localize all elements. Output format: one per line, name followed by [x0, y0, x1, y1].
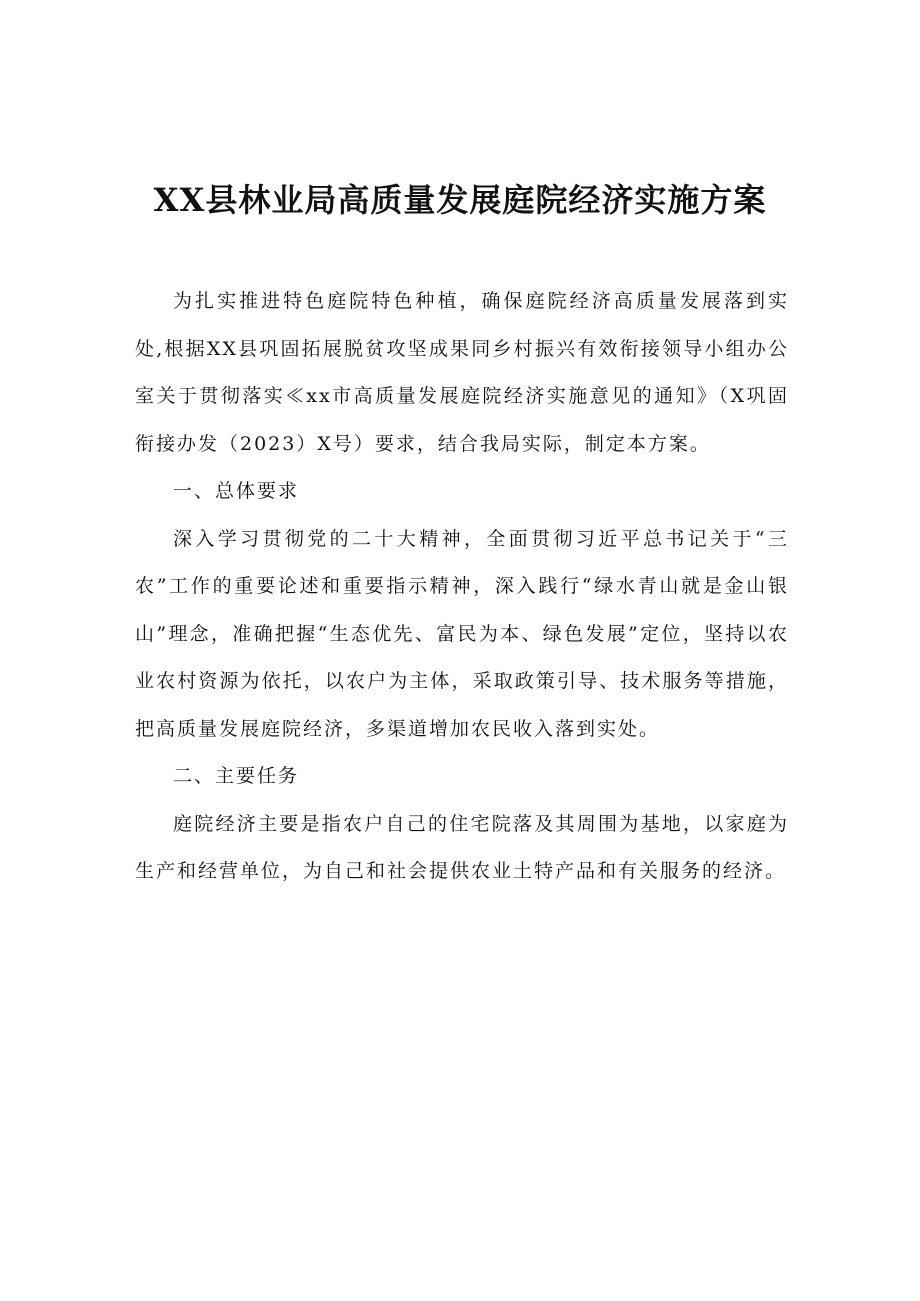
document-body	[135, 278, 789, 896]
intro-paragraph: 为扎实推进特色庭院特色种植，确保庭院经济高质量发展落到实处,根据XX县巩固拓展脱贫攻坚成果同乡村振兴有效衔接领导小组办公室关于贯彻落实≪xx市高质量发展庭院经济实施意见的通知》（X巩固衔接办发（2023）X号）要求，结合我局实际，制定本方案。	[135, 290, 789, 455]
overall-requirements-paragraph: 深入学习贯彻党的二十大精神，全面贯彻习近平总书记关于“三农”工作的重要论述和重要指示精神，深入践行“绿水青山就是金山银山”理念，准确把握“生态优先、富民为本、绿色发展”定位，坚持以农业农村资源为依托，以农户为主体，采取政策引导、技术服务等措施，把高质量发展庭院经济，多渠道增加农民收入落到实处。	[135, 527, 789, 740]
document-title: XX县林业局高质量发展庭院经济实施方案	[153, 181, 767, 219]
section-heading-main-tasks: 二、主要任务	[173, 765, 300, 787]
section-heading-overall-requirements: 一、总体要求	[173, 480, 300, 502]
main-tasks-paragraph: 庭院经济主要是指农户自己的住宅院落及其周围为基地，以家庭为生产和经营单位，为自己和社会提供农业土特产品和有关服务的经济。	[135, 812, 789, 882]
